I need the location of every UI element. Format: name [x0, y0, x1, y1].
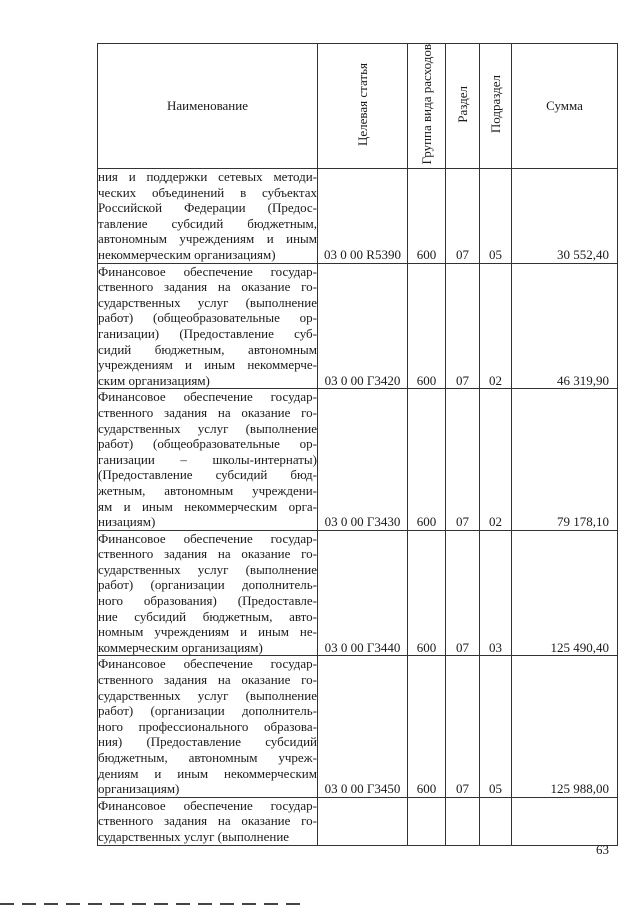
row-subsection: 05 [480, 656, 512, 797]
description-line: (Предоставление субсидий бюд- [98, 467, 317, 483]
row-sum: 125 988,00 [512, 656, 618, 797]
description-line: Финансовое обеспечение государ- [98, 530, 317, 546]
row-section: 07 [446, 169, 480, 264]
table-row [98, 797, 618, 845]
description-line: жетным, автономным учреждени- [98, 482, 317, 498]
row-subsection [480, 797, 512, 845]
table-row [98, 263, 618, 389]
description-line: ственного задания на оказание го- [98, 672, 317, 688]
row-section: 07 [446, 263, 480, 389]
table-row [98, 169, 618, 264]
table-row [98, 656, 618, 797]
description-line: Финансовое обеспечение государ- [98, 656, 317, 672]
description-line: ственного задания на оказание го- [98, 813, 317, 829]
row-target-code: 03 0 00 Г3430 [318, 389, 408, 530]
row-subsection: 02 [480, 263, 512, 389]
row-description [98, 263, 318, 389]
row-group: 600 [408, 656, 446, 797]
description-line: бюджетным, автономным учреж- [98, 750, 317, 766]
description-line: ния и поддержки сетевых методи- [98, 169, 317, 185]
row-target-code: 03 0 00 Г3450 [318, 656, 408, 797]
row-subsection: 03 [480, 530, 512, 656]
description-line: Финансовое обеспечение государ- [98, 389, 317, 405]
row-group [408, 797, 446, 845]
row-section: 07 [446, 656, 480, 797]
description-line: ного образования) (Предоставле- [98, 593, 317, 609]
header-subsection: Подраздел [480, 44, 512, 169]
header-section: Раздел [446, 44, 480, 169]
description-line: Финансовое обеспечение государ- [98, 263, 317, 279]
description-line: ским организациям) [98, 372, 210, 388]
description-line: сударственных услуг (выполнение [98, 294, 317, 310]
page-number: 63 [596, 842, 609, 857]
description-line: работ) (общеобразовательные ор- [98, 436, 317, 452]
description-line: ственного задания на оказание го- [98, 279, 317, 295]
row-description [98, 389, 318, 530]
description-line: сидий бюджетным, автономным [98, 341, 317, 357]
description-line: сударственных услуг (выполнение [98, 420, 317, 436]
description-line: дениям и иным некоммерческим [98, 765, 317, 781]
row-group: 600 [408, 530, 446, 656]
description-line: ганизации) (Предоставление суб- [98, 325, 317, 341]
row-description [98, 656, 318, 797]
budget-table [97, 43, 618, 846]
row-description [98, 169, 318, 264]
table-row [98, 389, 618, 530]
row-target-code [318, 797, 408, 845]
table-row [98, 530, 618, 656]
description-line: автономным учреждениям и иным [98, 231, 317, 247]
description-line: сударственных услуг (выполнение [98, 687, 317, 703]
description-line: работ) (общеобразовательные ор- [98, 310, 317, 326]
row-target-code: 03 0 00 Г3420 [318, 263, 408, 389]
description-line: ния) (Предоставление субсидий [98, 734, 317, 750]
description-line: ческих объединений в субъектах [98, 184, 317, 200]
row-description [98, 797, 318, 845]
row-subsection: 05 [480, 169, 512, 264]
header-sum: Сумма [512, 44, 618, 169]
row-subsection: 02 [480, 389, 512, 530]
description-line: тавление субсидий бюджетным, [98, 215, 317, 231]
description-line: работ) (организации дополнитель- [98, 703, 317, 719]
row-group: 600 [408, 263, 446, 389]
description-line: сударственных услуг (выполнение [98, 561, 317, 577]
description-line: некоммерческим организациям) [98, 247, 276, 263]
header-target: Целевая статья [318, 44, 408, 169]
row-sum [512, 797, 618, 845]
row-group: 600 [408, 169, 446, 264]
row-description [98, 530, 318, 656]
description-line: организациям) [98, 781, 180, 797]
description-line: сударственных услуг (выполнение [98, 828, 290, 844]
description-line: низациям) [98, 514, 156, 530]
header-group: Группа вида расходов [408, 44, 446, 169]
description-line: ственного задания на оказание го- [98, 404, 317, 420]
description-line: ние субсидий бюджетным, авто- [98, 608, 317, 624]
description-line: ганизации – школы-интернаты) [98, 451, 317, 467]
description-line: работ) (организации дополнитель- [98, 577, 317, 593]
description-line: ям и иным некоммерческим орга- [98, 498, 317, 514]
row-target-code: 03 0 00 R5390 [318, 169, 408, 264]
description-line: учреждениям и иным некоммерче- [98, 357, 317, 373]
description-line: ственного задания на оказание го- [98, 546, 317, 562]
row-group: 600 [408, 389, 446, 530]
row-section: 07 [446, 389, 480, 530]
row-sum: 125 490,40 [512, 530, 618, 656]
table-header-row [98, 44, 618, 169]
description-line: номным учреждениям и иным не- [98, 624, 317, 640]
row-target-code: 03 0 00 Г3440 [318, 530, 408, 656]
row-sum: 30 552,40 [512, 169, 618, 264]
header-name: Наименование [98, 44, 318, 169]
description-line: коммерческим организациям) [98, 639, 263, 655]
row-section [446, 797, 480, 845]
description-line: Российской Федерации (Предос- [98, 200, 317, 216]
description-line: Финансовое обеспечение государ- [98, 797, 317, 813]
row-sum: 46 319,90 [512, 263, 618, 389]
description-line: ного профессионального образова- [98, 718, 317, 734]
row-section: 07 [446, 530, 480, 656]
row-sum: 79 178,10 [512, 389, 618, 530]
